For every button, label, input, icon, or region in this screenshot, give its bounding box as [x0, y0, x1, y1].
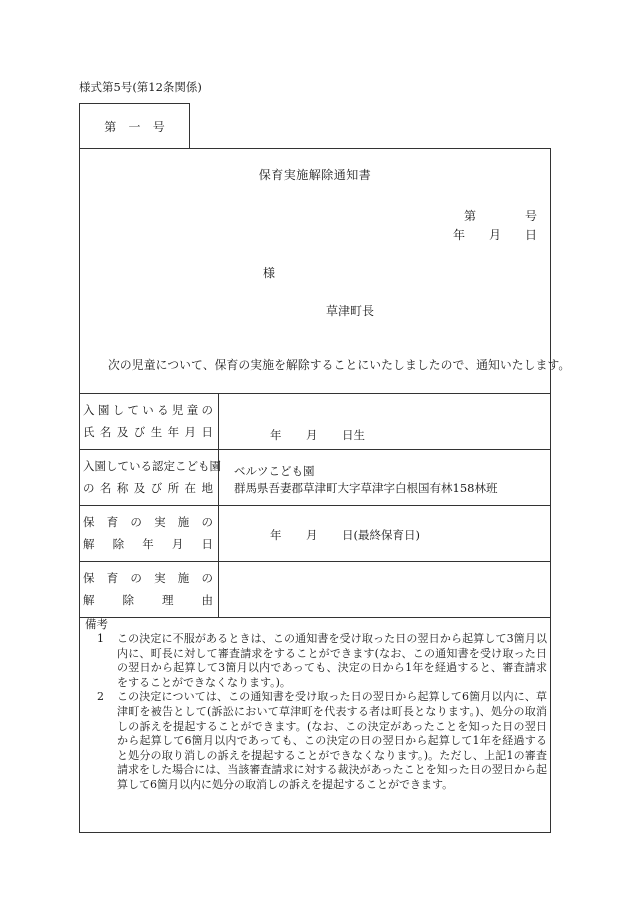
label-line: [83, 567, 213, 589]
label-char: 在: [184, 481, 197, 495]
label-char: の: [83, 481, 95, 495]
label-char: び: [150, 481, 163, 495]
label-char: 解: [83, 593, 95, 607]
label-char: 認: [152, 459, 164, 473]
value-year: 年: [270, 428, 282, 442]
note-text: この決定に不服があるときは、この通知書を受け取った日の翌日から起算して3箇月以内に、町長に対して審査請求をすることができます(なお、この通知書を受け取った日の翌日から起算して3箇月以内であっても、決定の日から1年を経過すると、審査請求をすることができなくなります。)。: [117, 632, 547, 689]
label-char: い: [142, 403, 154, 417]
label-char: 定: [163, 459, 175, 473]
label-char: 保: [83, 571, 95, 585]
label-char: 園: [94, 459, 106, 473]
label-char: 入: [83, 459, 95, 473]
label-char: 生: [150, 425, 163, 439]
label-char: び: [133, 425, 146, 439]
label-char: 日: [201, 425, 213, 439]
number-box-char: 第: [104, 120, 117, 134]
label-char: て: [127, 403, 139, 417]
label-char: 施: [177, 571, 190, 585]
label-char: い: [129, 459, 141, 473]
date-day: 日: [525, 228, 538, 242]
label-char: 実: [154, 515, 166, 529]
label-char: 及: [116, 425, 129, 439]
table-divider: [79, 449, 551, 450]
table-divider: [79, 393, 551, 394]
number-box-char: 一: [128, 120, 141, 134]
note-item: [87, 632, 547, 690]
notes-list: [85, 632, 547, 793]
table-divider: [79, 617, 551, 618]
label-char: の: [201, 403, 213, 417]
label-char: 育: [106, 571, 119, 585]
label-char: 施: [177, 515, 190, 529]
table-column-divider: [218, 393, 219, 617]
label-char: 日: [201, 537, 213, 551]
label-char: 名: [99, 481, 112, 495]
label-char: る: [157, 403, 169, 417]
value-month: 月: [306, 528, 318, 542]
label-char: 由: [201, 593, 213, 607]
label-char: 入: [83, 403, 95, 417]
label-line: [83, 455, 221, 477]
notes-heading: 備考: [85, 617, 108, 631]
table-divider: [79, 561, 551, 562]
value-day: 日生: [342, 428, 365, 442]
label-char: 理: [162, 593, 174, 607]
label-char: も: [198, 459, 210, 473]
facility-name: ベルツこども園: [234, 464, 315, 478]
label-char: 月: [184, 425, 197, 439]
label-char: 解: [83, 537, 95, 551]
label-char: る: [140, 459, 152, 473]
row-label-cancel-reason: [83, 567, 213, 611]
number-box-char: 号: [152, 120, 165, 134]
label-char: ど: [186, 459, 198, 473]
label-line: [83, 589, 213, 611]
label-char: 年: [142, 537, 154, 551]
label-char: 及: [133, 481, 146, 495]
doc-number-prefix: 第: [464, 209, 477, 223]
label-line: [83, 477, 213, 499]
issuer: 草津町長: [326, 304, 375, 318]
label-char: 除: [122, 593, 134, 607]
notice-text: 次の児童について、保育の実施を解除することにいたしましたので、通知いたします。: [108, 358, 571, 372]
value-month: 月: [306, 428, 318, 442]
recipient-suffix: 様: [263, 266, 276, 280]
label-char: の: [201, 571, 213, 585]
label-char: 児: [171, 403, 184, 417]
note-number: 2: [97, 690, 104, 704]
label-line: [83, 533, 213, 555]
value-day-final: 日(最終保育日): [342, 528, 420, 542]
table-divider: [79, 505, 551, 506]
label-char: 年: [167, 425, 180, 439]
label-line: [83, 421, 213, 443]
label-char: し: [112, 403, 125, 417]
label-char: 称: [116, 481, 129, 495]
document-title: 保育実施解除通知書: [258, 168, 372, 182]
label-char: こ: [175, 459, 187, 473]
label-char: 名: [99, 425, 112, 439]
form-style-label: 様式第5号(第12条関係): [79, 80, 202, 94]
label-char: 育: [106, 515, 119, 529]
label-line: [83, 511, 213, 533]
label-char: の: [130, 515, 142, 529]
doc-number-suffix: 号: [525, 209, 538, 223]
value-year: 年: [270, 528, 282, 542]
note-text: この決定については、この通知書を受け取った日の翌日から起算して6箇月以内に、草津町を被告として(訴訟において草津町を代表する者は町長となります。)、処分の取消しの訴えを提起することができます。(なお、この決定があったことを知った日の翌日から起算して6箇月以内であっても、この決定の日の翌日から起算して1年を経過すると処分の取り消しの訴えを提起することができなくなります。)。ただし、上記1の審査請求をした場合には、当該審査請求に対する裁決があったことを知った日の翌日から起算して6箇月以内に処分の取消しの訴えを提起することができます。: [117, 690, 547, 791]
row-label-cancel-date: [83, 511, 213, 555]
note-item: [87, 690, 547, 792]
date-month: 月: [489, 228, 502, 242]
label-char: 童: [186, 403, 199, 417]
label-line: [83, 399, 213, 421]
facility-address: 群馬県吾妻郡草津町大字草津字白根国有林158林班: [234, 481, 498, 495]
label-char: の: [201, 515, 213, 529]
label-char: 月: [171, 537, 184, 551]
label-char: 所: [167, 481, 180, 495]
date-year: 年: [453, 228, 466, 242]
label-char: 除: [112, 537, 125, 551]
label-char: 園: [209, 459, 221, 473]
label-char: 園: [97, 403, 110, 417]
label-char: 実: [154, 571, 166, 585]
label-char: 氏: [83, 425, 95, 439]
label-char: し: [106, 459, 118, 473]
number-box: [79, 103, 190, 149]
label-char: て: [117, 459, 129, 473]
row-label-child: [83, 399, 213, 443]
label-char: の: [130, 571, 142, 585]
row-label-facility: [83, 455, 221, 499]
label-char: 地: [201, 481, 213, 495]
note-number: 1: [97, 632, 104, 645]
label-char: 保: [83, 515, 95, 529]
